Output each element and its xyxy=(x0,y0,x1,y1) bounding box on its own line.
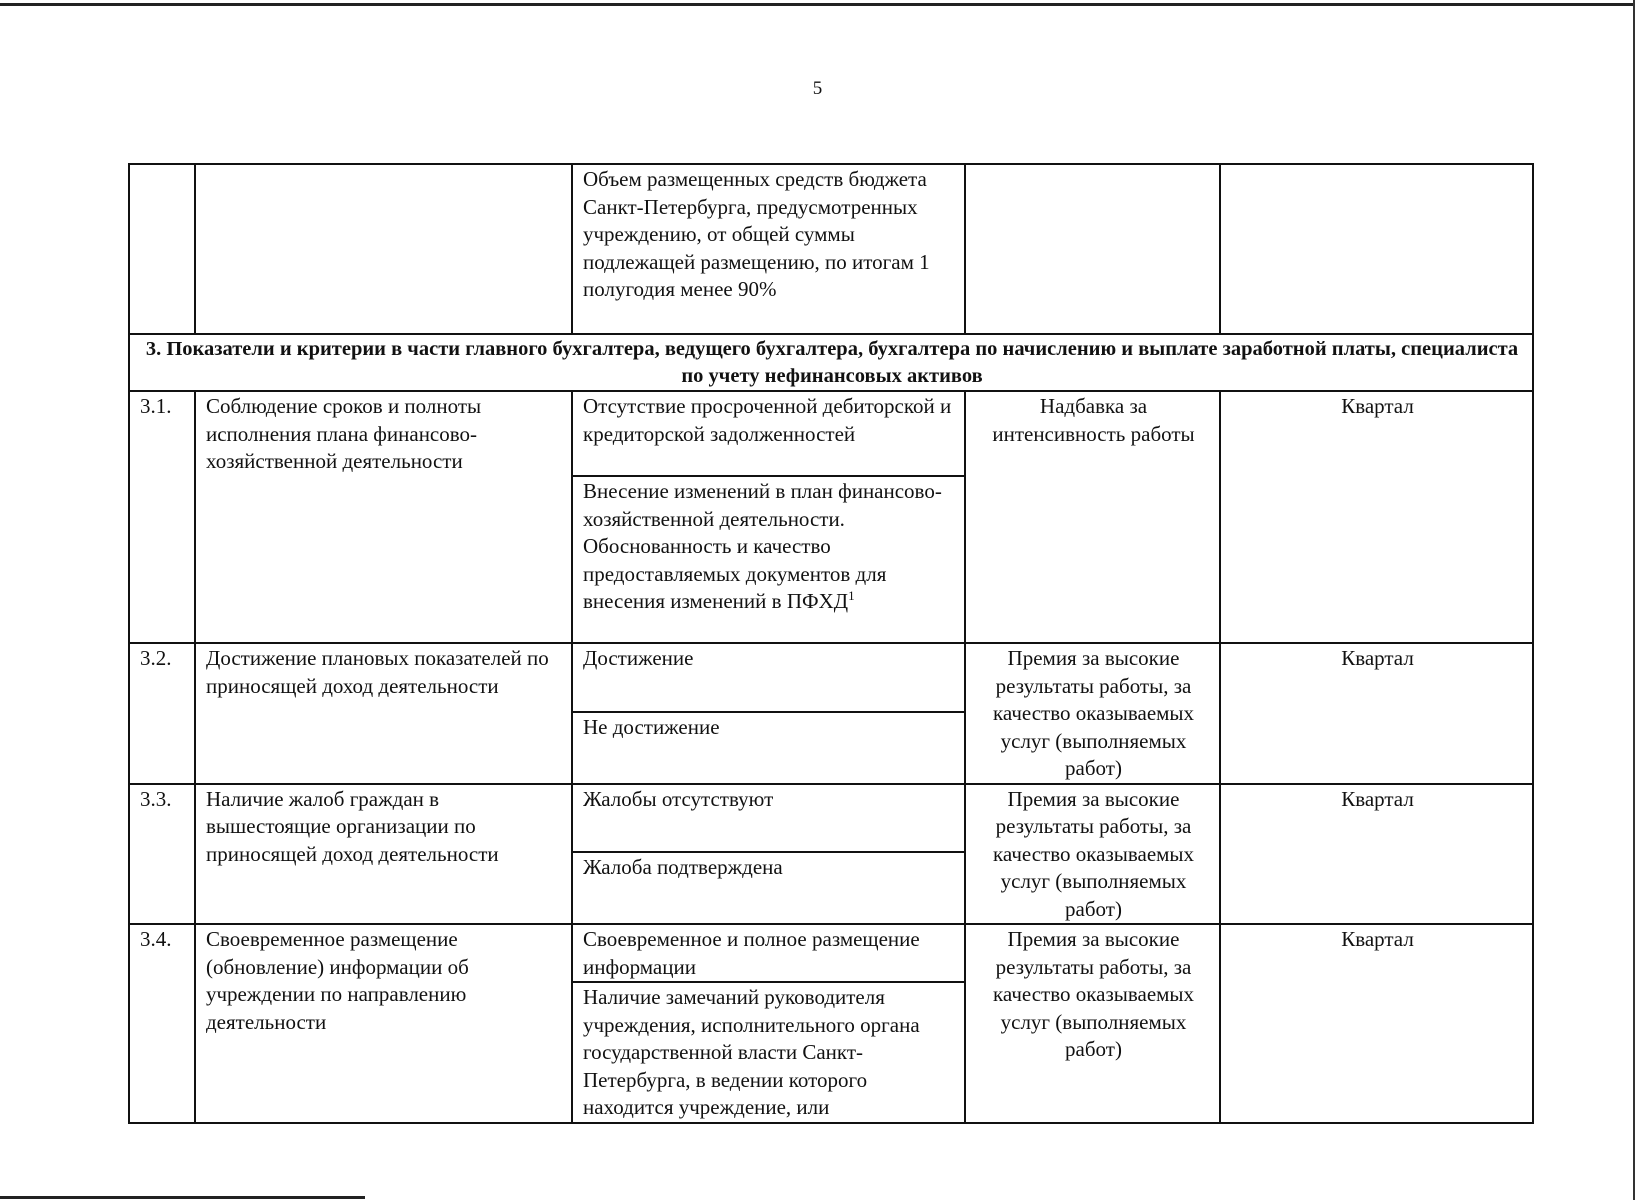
payment-type-cell: Премия за высокие результаты работы, за качество оказываемых услуг (выполняемых работ) xyxy=(965,643,1220,784)
period-cell: Квартал xyxy=(1220,391,1533,643)
period-cell xyxy=(1220,164,1533,334)
row-number xyxy=(129,164,195,334)
period-cell: Квартал xyxy=(1220,784,1533,925)
criterion-cell: Объем размещенных средств бюджета Санкт-Петербурга, предусмотренных учреждению, от общей суммы подлежащей размещению, по итогам 1 полугодия менее 90% xyxy=(572,164,965,334)
criterion-cell: Не достижение xyxy=(572,712,965,783)
table-row-3-3 xyxy=(129,784,1533,852)
scan-edge-top xyxy=(0,3,1635,6)
payment-type-cell: Надбавка за интенсивность работы xyxy=(965,391,1220,643)
table-row-3-2 xyxy=(129,643,1533,712)
scan-edge-bottom xyxy=(0,1196,365,1199)
payment-type-cell xyxy=(965,164,1220,334)
footnote-mark: 1 xyxy=(848,588,855,603)
row-number: 3.4. xyxy=(129,924,195,1123)
criteria-table xyxy=(128,163,1534,1124)
page-number: 5 xyxy=(812,78,823,99)
indicator-cell: Соблюдение сроков и полноты исполнения плана финансово-хозяйственной деятельности xyxy=(195,391,572,643)
table-row-3-4 xyxy=(129,924,1533,982)
criterion-cell: Жалобы отсутствуют xyxy=(572,784,965,852)
section-3-title: 3. Показатели и критерии в части главного бухгалтера, ведущего бухгалтера, бухгалтера по начислению и выплате заработной платы, специалиста по учету нефинансовых активов xyxy=(129,334,1533,391)
row-number: 3.1. xyxy=(129,391,195,643)
criterion-cell: Жалоба подтверждена xyxy=(572,852,965,924)
row-number: 3.2. xyxy=(129,643,195,784)
indicator-cell xyxy=(195,164,572,334)
criterion-cell: Достижение xyxy=(572,643,965,712)
period-cell: Квартал xyxy=(1220,924,1533,1123)
indicator-cell: Наличие жалоб граждан в вышестоящие организации по приносящей доход деятельности xyxy=(195,784,572,925)
criterion-cell: Наличие замечаний руководителя учреждения, исполнительного органа государственной власти Санкт-Петербурга, в ведении которого находится учреждение, или xyxy=(572,982,965,1123)
indicator-cell: Своевременное размещение (обновление) информации об учреждении по направлению деятельности xyxy=(195,924,572,1123)
row-number: 3.3. xyxy=(129,784,195,925)
indicator-cell: Достижение плановых показателей по приносящей доход деятельности xyxy=(195,643,572,784)
payment-type-cell: Премия за высокие результаты работы, за качество оказываемых услуг (выполняемых работ) xyxy=(965,784,1220,925)
criterion-cell xyxy=(572,476,965,643)
criterion-text: Внесение изменений в план финансово-хозяйственной деятельности. Обоснованность и качество предоставляемых документов для внесения изменений в ПФХД xyxy=(583,479,942,613)
section-heading-row xyxy=(129,334,1533,391)
payment-type-cell: Премия за высокие результаты работы, за качество оказываемых услуг (выполняемых работ) xyxy=(965,924,1220,1123)
criterion-cell: Своевременное и полное размещение информации xyxy=(572,924,965,982)
table-row-continued xyxy=(129,164,1533,334)
table-row-3-1 xyxy=(129,391,1533,476)
period-cell: Квартал xyxy=(1220,643,1533,784)
criterion-cell: Отсутствие просроченной дебиторской и кредиторской задолженностей xyxy=(572,391,965,476)
